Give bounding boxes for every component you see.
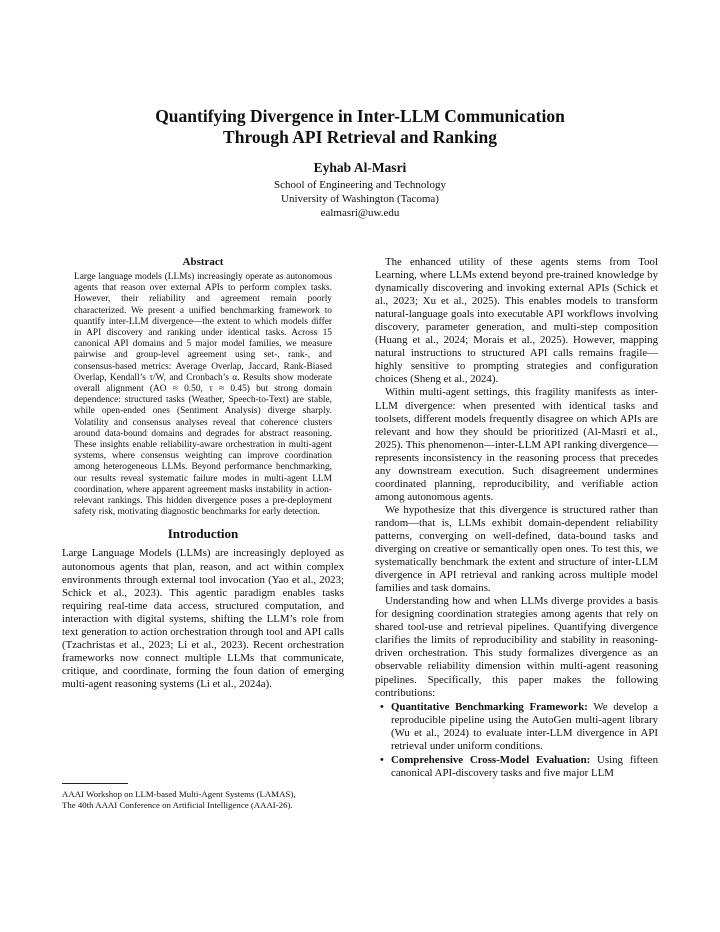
intro-paragraph: The enhanced utility of these agents stems from Tool Learning, where LLMs extend beyond pre-trained knowledge by dynamically discovering and invoking external APIs (Schick et al., 2023; Xu et al., 2025). This enables models to transform natural-language goals into executable API workflows involving discovery, parameter generation, and multi-step composition (Huang et al., 2024; Morais et al., 2025). However, mapping natural instructions to structured API calls remains fragile—highly sensitive to prompting strategies and configuration choices (Sheng et al., 2024). (375, 256, 658, 386)
intro-paragraph: We hypothesize that this divergence is structured rather than random—that is, LLMs exhibit domain-dependent reliability patterns, converging on well-defined, data-bound tasks and diverging on creative or semantically open ones. To test this, we systematically benchmark the extent and structure of inter-LLM divergence in API retrieval and ranking across multiple model families and task domains. (375, 503, 658, 595)
abstract-text: Large language models (LLMs) increasingly operate as autonomous agents that reason over external APIs to perform complex tasks. However, their reliability and agreement remain poorly characterized. We present a unified benchmarking framework to quantify inter-LLM divergence—the extent to which models differ in API discovery and ranking under identical tasks. Across 15 canonical API domains and 5 major model families, we measure pairwise and group-level agreement using set-, rank-, and consensus-based metrics: Average Overlap, Jaccard, Rank-Biased Overlap, Kendall’s τ/W, and Cronbach’s α. Results show moderate overall alignment (AO ≈ 0.50, τ ≈ 0.45) but strong domain dependence: structured tasks (Weather, Speech-to-Text) are stable, while open-ended ones (Sentiment Analysis) diverge sharply. Volatility and consensus analyses reveal that coherence clusters around data-bound domains and degrades for abstract reasoning. These insights enable reliability-aware orchestration in multi-agent systems, where consensus weighting can improve coordination among heterogeneous LLMs. Beyond performance benchmarking, our results reveal systematic failure modes in multi-agent LLM coordination, where apparent agreement masks instability in action-relevant rankings. This hidden divergence poses a pre-deployment safety risk, motivating diagnostic benchmarks for early detection. (74, 272, 332, 518)
contribution-text: Using fifteen canonical API-discovery tasks and five major LLM (391, 753, 658, 779)
list-item (375, 701, 658, 753)
list-item (375, 754, 658, 780)
right-column (375, 256, 658, 781)
footnote-line: The 40th AAAI Conference on Artificial Intelligence (AAAI-26). (62, 799, 293, 810)
author-name: Eyhab Al-Masri (313, 160, 407, 175)
title-line: Quantifying Divergence in Inter-LLM Communication (155, 106, 565, 126)
title-line: Through API Retrieval and Ranking (223, 127, 497, 147)
footnote-line: AAAI Workshop on LLM-based Multi-Agent Systems (LAMAS), (62, 789, 296, 799)
contribution-title: Comprehensive Cross-Model Evaluation: (391, 753, 591, 766)
introduction-heading: Introduction (167, 526, 239, 542)
paper-title (0, 106, 720, 148)
intro-paragraph: Within multi-agent settings, this fragility manifests as inter-LLM divergence: when presented with identical tasks and toolsets, different models frequently disagree on which APIs are relevant and how they should be prioritized (Al-Masri et al., 2025). This phenomenon—inter-LLM API ranking divergence—represents inconsistency in the reasoning process that precedes any downstream execution. Such disagreement undermines coordinated planning, reproducibility, and verifiable action among autonomous agents. (375, 386, 658, 503)
intro-paragraph: Understanding how and when LLMs diverge provides a basis for designing coordination strategies among agents that rely on shared tool-use and retrieval pipelines. Quantifying divergence clarifies the limits of reproducibility and stability in reasoning-driven orchestration. This study formalizes divergence as an observable reliability dimension within multi-agent reasoning pipelines. Specifically, this paper makes the following contributions: (375, 595, 658, 699)
author-email: ealmasri@uw.edu (320, 207, 400, 219)
abstract-heading: Abstract (182, 256, 224, 268)
footnote-divider (62, 783, 128, 784)
affiliation-school: School of Engineering and Technology (274, 179, 446, 191)
affiliation-university: University of Washington (Tacoma) (281, 193, 439, 205)
left-column (62, 256, 344, 691)
author-block (0, 160, 720, 220)
bullet-icon: • (380, 700, 384, 713)
contribution-text: We develop a reproducible pipeline using the AutoGen multi-agent library (Wu et al., 2024) to evaluate inter-LLM divergence in API retrieval under uniform conditions. (391, 700, 658, 752)
contribution-title: Quantitative Benchmarking Framework: (391, 700, 588, 713)
contributions-list (375, 701, 658, 780)
bullet-icon: • (380, 753, 384, 766)
intro-paragraph: Large Language Models (LLMs) are increasingly deployed as autonomous agents that plan, reason, and act within complex environments through external tool invocation (Yao et al., 2023; Schick et al., 2023). This agentic paradigm enables tasks requiring real-time data access, structured computation, and interaction with digital systems, shifting the LLM’s role from text generation to action orchestration through tool and API calls (Tzachristas et al., 2023; Li et al., 2023). Recent orchestration frameworks now connect multiple LLMs that communicate, critique, and coordinate, forming the foun dation of emerging multi-agent reasoning systems (Li et al., 2024a). (62, 547, 344, 690)
footnote (62, 789, 352, 810)
